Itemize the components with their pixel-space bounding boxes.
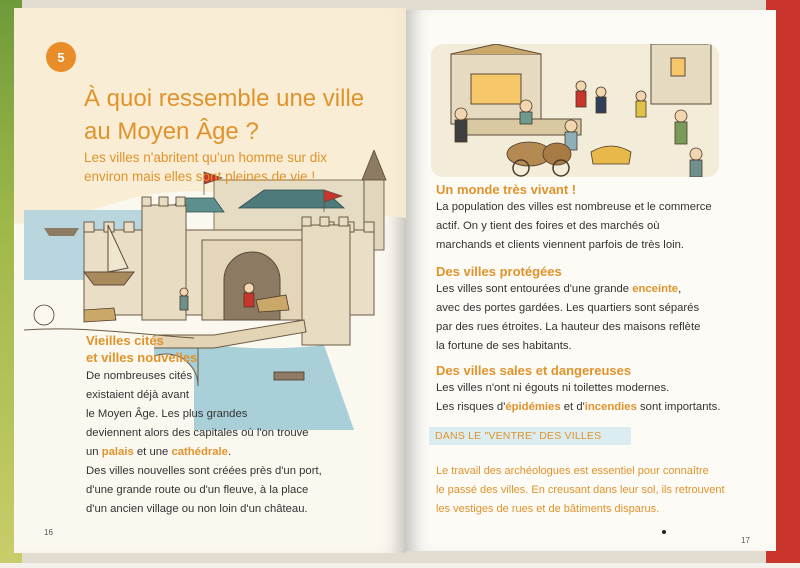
highlight-cathedrale: cathédrale bbox=[171, 446, 228, 458]
section-heading-line-2: et villes nouvelles bbox=[86, 350, 198, 365]
body-line bbox=[86, 443, 386, 462]
body-line: Des villes nouvelles sont créées près d'un port, bbox=[86, 465, 322, 477]
body-line: La population des villes est nombreuse et le commerce bbox=[436, 201, 712, 213]
body-line: Les villes n'ont ni égouts ni toilettes modernes. bbox=[436, 382, 670, 394]
highlight-incendies: incendies bbox=[584, 401, 637, 413]
body-line: le Moyen Âge. Les plus grandes bbox=[86, 408, 248, 420]
highlight-palais: palais bbox=[101, 446, 134, 458]
text-fragment: Les risques d' bbox=[436, 401, 506, 413]
body-line: actif. On y tient des foires et des marchés où bbox=[436, 220, 660, 232]
body-line: d'une grande route ou d'un fleuve, à la place bbox=[86, 484, 309, 496]
info-box-heading: DANS LE "VENTRE" DES VILLES bbox=[429, 427, 631, 445]
section-dirty-cities bbox=[436, 362, 736, 417]
section-heading: Des villes sales et dangereuses bbox=[436, 363, 632, 378]
body-line: marchands et clients viennent parfois de très loin. bbox=[436, 239, 685, 251]
page-subtitle bbox=[84, 148, 374, 186]
box-line: les vestiges de rues et de bâtiments disparus. bbox=[436, 503, 660, 515]
text-fragment: , bbox=[678, 283, 682, 295]
text-fragment: et une bbox=[133, 446, 172, 458]
body-line: la fortune de ses habitants. bbox=[436, 340, 572, 352]
text-fragment: . bbox=[227, 446, 232, 458]
text-fragment: sont importants. bbox=[636, 401, 721, 413]
subtitle-line-1: Les villes n'abritent qu'un homme sur dix bbox=[84, 150, 328, 165]
section-protected-cities bbox=[436, 263, 736, 356]
title-line-1: À quoi ressemble une ville bbox=[84, 85, 365, 112]
body-line: avec des portes gardées. Les quartiers sont séparés bbox=[436, 302, 700, 314]
chapter-number: 5 bbox=[57, 49, 65, 65]
ink-dot bbox=[662, 530, 666, 534]
body-line: De nombreuses cités bbox=[86, 370, 193, 382]
page-number-left: 16 bbox=[44, 528, 53, 537]
text-fragment: et d' bbox=[560, 401, 585, 413]
section-heading: Des villes protégées bbox=[436, 264, 562, 279]
highlight-epidemies: épidémies bbox=[505, 401, 561, 413]
market-scene-illustration bbox=[431, 44, 719, 177]
title-line-2: au Moyen Âge ? bbox=[84, 118, 259, 145]
info-box-text bbox=[436, 462, 736, 519]
body-line bbox=[436, 280, 736, 299]
body-line: par des rues étroites. La hauteur des maisons reflète bbox=[436, 321, 701, 333]
body-line: existaient déjà avant bbox=[86, 389, 189, 401]
text-fragment: Les villes sont entourées d'une grande bbox=[436, 283, 633, 295]
section-heading-line-1: Vieilles cités bbox=[86, 333, 164, 348]
section-old-cities bbox=[86, 332, 386, 519]
body-line: d'un ancien village ou non loin d'un château. bbox=[86, 503, 308, 515]
body-line bbox=[436, 398, 736, 417]
highlight-enceinte: enceinte bbox=[632, 283, 679, 295]
page-title bbox=[84, 82, 404, 148]
chapter-badge bbox=[46, 42, 76, 72]
box-line: Le travail des archéologues est essentiel pour connaître bbox=[436, 465, 709, 477]
box-line: le passé des villes. En creusant dans leur sol, ils retrouvent bbox=[436, 484, 725, 496]
section-lively-world bbox=[436, 181, 736, 255]
page-number-right: 17 bbox=[741, 536, 750, 545]
text-fragment: un bbox=[86, 446, 102, 458]
section-heading: Un monde très vivant ! bbox=[436, 182, 577, 197]
subtitle-line-2: environ mais elles sont pleines de vie ! bbox=[84, 169, 316, 184]
body-line: deviennent alors des capitales où l'on trouve bbox=[86, 427, 309, 439]
